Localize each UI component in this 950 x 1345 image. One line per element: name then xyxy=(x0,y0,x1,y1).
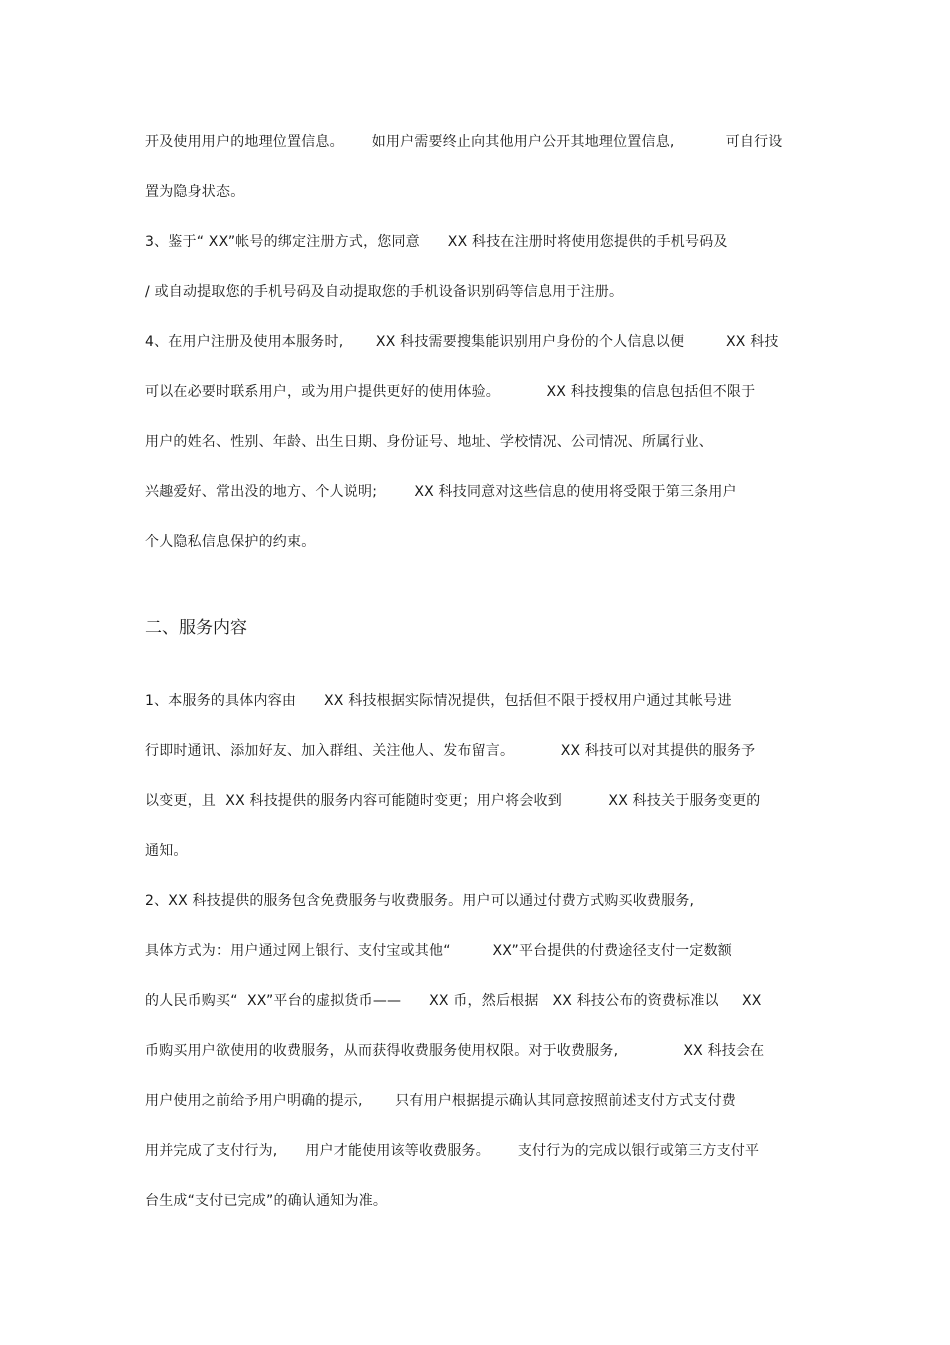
paragraph-line: 用户的姓名、性别、年龄、出生日期、身份证号、地址、学校情况、公司情况、所属行业、 xyxy=(145,434,713,450)
paragraph-line: 1、本服务的具体内容由 XX 科技根据实际情况提供，包括但不限于授权用户通过其帐号进 xyxy=(145,693,732,709)
paragraph-line: 3、鉴于“ XX”帐号的绑定注册方式，您同意 XX 科技在注册时将使用您提供的手机号码及 xyxy=(145,234,728,250)
paragraph-line: 开及使用用户的地理位置信息。 如用户需要终止向其他用户公开其地理位置信息, 可自行设 xyxy=(145,134,783,150)
paragraph-line: 兴趣爱好、常出没的地方、个人说明; XX 科技同意对这些信息的使用将受限于第三条用户 xyxy=(145,484,737,500)
paragraph-line: 可以在必要时联系用户，或为用户提供更好的使用体验。 XX 科技搜集的信息包括但不限于 xyxy=(145,384,756,400)
paragraph-line: 用户使用之前给予用户明确的提示, 只有用户根据提示确认其同意按照前述支付方式支付费 xyxy=(145,1093,736,1109)
paragraph-line: 以变更，且 XX 科技提供的服务内容可能随时变更；用户将会收到 XX 科技关于服务变更的 xyxy=(145,793,761,809)
paragraph-line: 币购买用户欲使用的收费服务，从而获得收费服务使用权限。对于收费服务, XX 科技会在 xyxy=(145,1043,765,1059)
paragraph-line: 4、在用户注册及使用本服务时, XX 科技需要搜集能识别用户身份的个人信息以便 XX 科技 xyxy=(145,334,779,350)
paragraph-line: / 或自动提取您的手机号码及自动提取您的手机设备识别码等信息用于注册。 xyxy=(145,284,624,300)
paragraph-line: 通知。 xyxy=(145,843,188,859)
paragraph-line: 的人民币购买“ XX”平台的虚拟货币—— XX 币，然后根据 XX 科技公布的资费标准以 XX xyxy=(145,993,762,1009)
paragraph-line: 台生成“支付已完成”的确认通知为准。 xyxy=(145,1193,388,1209)
paragraph-line: 行即时通讯、添加好友、加入群组、关注他人、发布留言。 XX 科技可以对其提供的服务予 xyxy=(145,743,756,759)
paragraph-line: 个人隐私信息保护的约束。 xyxy=(145,534,316,550)
paragraph-line: 置为隐身状态。 xyxy=(145,184,245,200)
paragraph-line: 具体方式为：用户通过网上银行、支付宝或其他“ XX”平台提供的付费途径支付一定数额 xyxy=(145,943,732,959)
paragraph-line: 2、XX 科技提供的服务包含免费服务与收费服务。用户可以通过付费方式购买收费服务, xyxy=(145,893,695,909)
paragraph-line: 用并完成了支付行为, 用户才能使用该等收费服务。 支付行为的完成以银行或第三方支付平 xyxy=(145,1143,760,1159)
section-heading: 二、服务内容 xyxy=(145,618,247,638)
